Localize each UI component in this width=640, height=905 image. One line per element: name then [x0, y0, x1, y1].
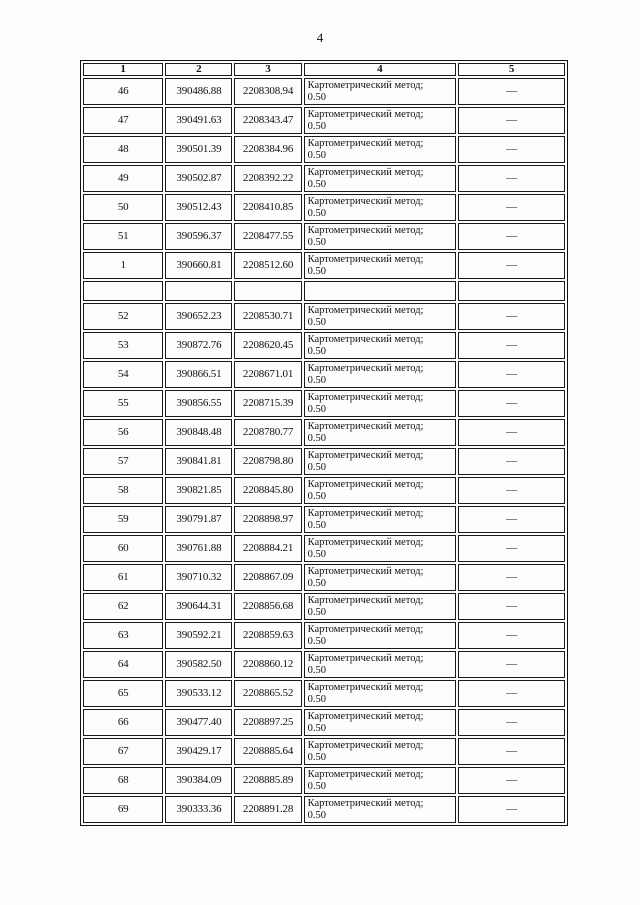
y-coordinate-cell: 2208898.97 [234, 506, 301, 533]
method-text: Картометрический метод; [307, 166, 424, 178]
x-coordinate-cell: 390533.12 [165, 680, 232, 707]
table-row [83, 165, 565, 192]
point-number-cell: 67 [83, 738, 163, 765]
x-coordinate-cell: 390477.40 [165, 709, 232, 736]
x-coordinate-cell: 390502.87 [165, 165, 232, 192]
x-coordinate-cell: 390660.81 [165, 252, 232, 279]
method-text: Картометрический метод; [307, 536, 424, 548]
point-number-cell: 63 [83, 622, 163, 649]
x-coordinate-cell: 390582.50 [165, 651, 232, 678]
method-cell [304, 477, 457, 504]
column-header-y: 3 [234, 63, 301, 76]
y-coordinate-cell: 2208860.12 [234, 651, 301, 678]
y-coordinate-cell: 2208384.96 [234, 136, 301, 163]
point-number-cell: 54 [83, 361, 163, 388]
y-coordinate-cell: 2208891.28 [234, 796, 301, 823]
description-cell: — [458, 361, 565, 388]
precision-text: 0.50 [307, 374, 326, 386]
point-number-cell: 56 [83, 419, 163, 446]
table-row [83, 136, 565, 163]
y-coordinate-cell: 2208620.45 [234, 332, 301, 359]
method-text: Картометрический метод; [307, 768, 424, 780]
table-row [83, 390, 565, 417]
y-coordinate-cell: 2208798.80 [234, 448, 301, 475]
description-cell: — [458, 796, 565, 823]
method-cell [304, 194, 457, 221]
y-coordinate-cell: 2208884.21 [234, 535, 301, 562]
table-row [83, 680, 565, 707]
x-coordinate-cell: 390384.09 [165, 767, 232, 794]
method-text: Картометрический метод; [307, 137, 424, 149]
table-row [83, 361, 565, 388]
point-number-cell: 57 [83, 448, 163, 475]
precision-text: 0.50 [307, 345, 326, 357]
description-cell: — [458, 165, 565, 192]
method-text: Картометрический метод; [307, 224, 424, 236]
y-coordinate-cell: 2208885.64 [234, 738, 301, 765]
method-text: Картометрический метод; [307, 623, 424, 635]
y-coordinate-cell: 2208671.01 [234, 361, 301, 388]
precision-text: 0.50 [307, 461, 326, 473]
point-number-cell: 49 [83, 165, 163, 192]
table-row [83, 506, 565, 533]
precision-text: 0.50 [307, 693, 326, 705]
column-header-point-number: 1 [83, 63, 163, 76]
x-coordinate-cell: 390491.63 [165, 107, 232, 134]
column-header-x: 2 [165, 63, 232, 76]
x-coordinate-cell: 390848.48 [165, 419, 232, 446]
description-cell: — [458, 593, 565, 620]
method-text: Картометрический метод; [307, 79, 424, 91]
table-row [83, 448, 565, 475]
point-number-cell: 58 [83, 477, 163, 504]
table-row [83, 419, 565, 446]
precision-text: 0.50 [307, 149, 326, 161]
precision-text: 0.50 [307, 316, 326, 328]
method-cell [304, 651, 457, 678]
method-cell [304, 390, 457, 417]
table-row [83, 796, 565, 823]
empty-cell [165, 281, 232, 301]
y-coordinate-cell: 2208856.68 [234, 593, 301, 620]
precision-text: 0.50 [307, 207, 326, 219]
method-text: Картометрический метод; [307, 507, 424, 519]
x-coordinate-cell: 390872.76 [165, 332, 232, 359]
x-coordinate-cell: 390841.81 [165, 448, 232, 475]
method-cell [304, 419, 457, 446]
description-cell: — [458, 252, 565, 279]
method-cell [304, 680, 457, 707]
point-number-cell: 62 [83, 593, 163, 620]
table-row [83, 194, 565, 221]
method-cell [304, 361, 457, 388]
description-cell: — [458, 332, 565, 359]
x-coordinate-cell: 390652.23 [165, 303, 232, 330]
table-row [83, 303, 565, 330]
description-cell: — [458, 767, 565, 794]
table-row [83, 564, 565, 591]
precision-text: 0.50 [307, 548, 326, 560]
point-number-cell: 48 [83, 136, 163, 163]
description-cell: — [458, 303, 565, 330]
point-number-cell: 55 [83, 390, 163, 417]
method-text: Картометрический метод; [307, 420, 424, 432]
table-row [83, 709, 565, 736]
coordinates-table [80, 60, 568, 826]
y-coordinate-cell: 2208308.94 [234, 78, 301, 105]
table-row [83, 252, 565, 279]
method-cell [304, 223, 457, 250]
precision-text: 0.50 [307, 490, 326, 502]
empty-cell [83, 281, 163, 301]
description-cell: — [458, 506, 565, 533]
method-text: Картометрический метод; [307, 681, 424, 693]
point-number-cell: 51 [83, 223, 163, 250]
precision-text: 0.50 [307, 751, 326, 763]
x-coordinate-cell: 390592.21 [165, 622, 232, 649]
x-coordinate-cell: 390866.51 [165, 361, 232, 388]
point-number-cell: 61 [83, 564, 163, 591]
method-text: Картометрический метод; [307, 362, 424, 374]
y-coordinate-cell: 2208845.80 [234, 477, 301, 504]
table-row [83, 738, 565, 765]
table-row [83, 477, 565, 504]
method-cell [304, 506, 457, 533]
table-header-row [83, 63, 565, 76]
table-row [83, 622, 565, 649]
method-cell [304, 78, 457, 105]
table-row [83, 223, 565, 250]
method-text: Картометрический метод; [307, 739, 424, 751]
precision-text: 0.50 [307, 120, 326, 132]
x-coordinate-cell: 390486.88 [165, 78, 232, 105]
method-text: Картометрический метод; [307, 449, 424, 461]
description-cell: — [458, 535, 565, 562]
method-cell [304, 252, 457, 279]
table-row [83, 535, 565, 562]
precision-text: 0.50 [307, 809, 326, 821]
method-cell [304, 622, 457, 649]
empty-cell [458, 281, 565, 301]
method-cell [304, 136, 457, 163]
precision-text: 0.50 [307, 432, 326, 444]
x-coordinate-cell: 390644.31 [165, 593, 232, 620]
method-cell [304, 593, 457, 620]
precision-text: 0.50 [307, 635, 326, 647]
precision-text: 0.50 [307, 577, 326, 589]
x-coordinate-cell: 390501.39 [165, 136, 232, 163]
precision-text: 0.50 [307, 780, 326, 792]
y-coordinate-cell: 2208885.89 [234, 767, 301, 794]
table-row [83, 332, 565, 359]
y-coordinate-cell: 2208867.09 [234, 564, 301, 591]
point-number-cell: 47 [83, 107, 163, 134]
method-text: Картометрический метод; [307, 652, 424, 664]
precision-text: 0.50 [307, 91, 326, 103]
y-coordinate-cell: 2208530.71 [234, 303, 301, 330]
y-coordinate-cell: 2208897.25 [234, 709, 301, 736]
x-coordinate-cell: 390821.85 [165, 477, 232, 504]
description-cell: — [458, 390, 565, 417]
method-text: Картометрический метод; [307, 333, 424, 345]
point-number-cell: 53 [83, 332, 163, 359]
y-coordinate-cell: 2208859.63 [234, 622, 301, 649]
description-cell: — [458, 419, 565, 446]
precision-text: 0.50 [307, 519, 326, 531]
point-number-cell: 50 [83, 194, 163, 221]
method-text: Картометрический метод; [307, 253, 424, 265]
method-cell [304, 796, 457, 823]
x-coordinate-cell: 390761.88 [165, 535, 232, 562]
y-coordinate-cell: 2208392.22 [234, 165, 301, 192]
description-cell: — [458, 136, 565, 163]
y-coordinate-cell: 2208477.55 [234, 223, 301, 250]
precision-text: 0.50 [307, 606, 326, 618]
method-text: Картометрический метод; [307, 710, 424, 722]
method-cell [304, 535, 457, 562]
method-cell [304, 738, 457, 765]
method-cell [304, 767, 457, 794]
method-cell [304, 165, 457, 192]
point-number-cell: 68 [83, 767, 163, 794]
empty-cell [304, 281, 457, 301]
point-number-cell: 46 [83, 78, 163, 105]
method-text: Картометрический метод; [307, 478, 424, 490]
x-coordinate-cell: 390596.37 [165, 223, 232, 250]
table-row-empty [83, 281, 565, 301]
description-cell: — [458, 564, 565, 591]
point-number-cell: 66 [83, 709, 163, 736]
method-text: Картометрический метод; [307, 108, 424, 120]
point-number-cell: 52 [83, 303, 163, 330]
description-cell: — [458, 107, 565, 134]
x-coordinate-cell: 390512.43 [165, 194, 232, 221]
precision-text: 0.50 [307, 403, 326, 415]
description-cell: — [458, 651, 565, 678]
y-coordinate-cell: 2208865.52 [234, 680, 301, 707]
method-cell [304, 564, 457, 591]
description-cell: — [458, 680, 565, 707]
y-coordinate-cell: 2208512.60 [234, 252, 301, 279]
table-row [83, 107, 565, 134]
method-text: Картометрический метод; [307, 594, 424, 606]
precision-text: 0.50 [307, 265, 326, 277]
column-header-method: 4 [304, 63, 457, 76]
table-row [83, 593, 565, 620]
description-cell: — [458, 448, 565, 475]
y-coordinate-cell: 2208410.85 [234, 194, 301, 221]
method-text: Картометрический метод; [307, 391, 424, 403]
description-cell: — [458, 223, 565, 250]
x-coordinate-cell: 390710.32 [165, 564, 232, 591]
method-text: Картометрический метод; [307, 565, 424, 577]
page-number: 4 [316, 30, 324, 45]
description-cell: — [458, 622, 565, 649]
empty-cell [234, 281, 301, 301]
description-cell: — [458, 709, 565, 736]
table-row [83, 651, 565, 678]
precision-text: 0.50 [307, 722, 326, 734]
x-coordinate-cell: 390856.55 [165, 390, 232, 417]
point-number-cell: 59 [83, 506, 163, 533]
precision-text: 0.50 [307, 178, 326, 190]
table-row [83, 767, 565, 794]
method-cell [304, 303, 457, 330]
precision-text: 0.50 [307, 664, 326, 676]
y-coordinate-cell: 2208715.39 [234, 390, 301, 417]
point-number-cell: 69 [83, 796, 163, 823]
description-cell: — [458, 194, 565, 221]
point-number-cell: 65 [83, 680, 163, 707]
method-text: Картометрический метод; [307, 797, 424, 809]
description-cell: — [458, 477, 565, 504]
x-coordinate-cell: 390429.17 [165, 738, 232, 765]
method-cell [304, 107, 457, 134]
point-number-cell: 64 [83, 651, 163, 678]
precision-text: 0.50 [307, 236, 326, 248]
method-text: Картометрический метод; [307, 195, 424, 207]
column-header-description: 5 [458, 63, 565, 76]
method-cell [304, 709, 457, 736]
point-number-cell: 60 [83, 535, 163, 562]
point-number-cell: 1 [83, 252, 163, 279]
description-cell: — [458, 78, 565, 105]
y-coordinate-cell: 2208780.77 [234, 419, 301, 446]
x-coordinate-cell: 390791.87 [165, 506, 232, 533]
method-cell [304, 332, 457, 359]
x-coordinate-cell: 390333.36 [165, 796, 232, 823]
table-row [83, 78, 565, 105]
method-cell [304, 448, 457, 475]
table-body [83, 78, 565, 823]
y-coordinate-cell: 2208343.47 [234, 107, 301, 134]
description-cell: — [458, 738, 565, 765]
method-text: Картометрический метод; [307, 304, 424, 316]
